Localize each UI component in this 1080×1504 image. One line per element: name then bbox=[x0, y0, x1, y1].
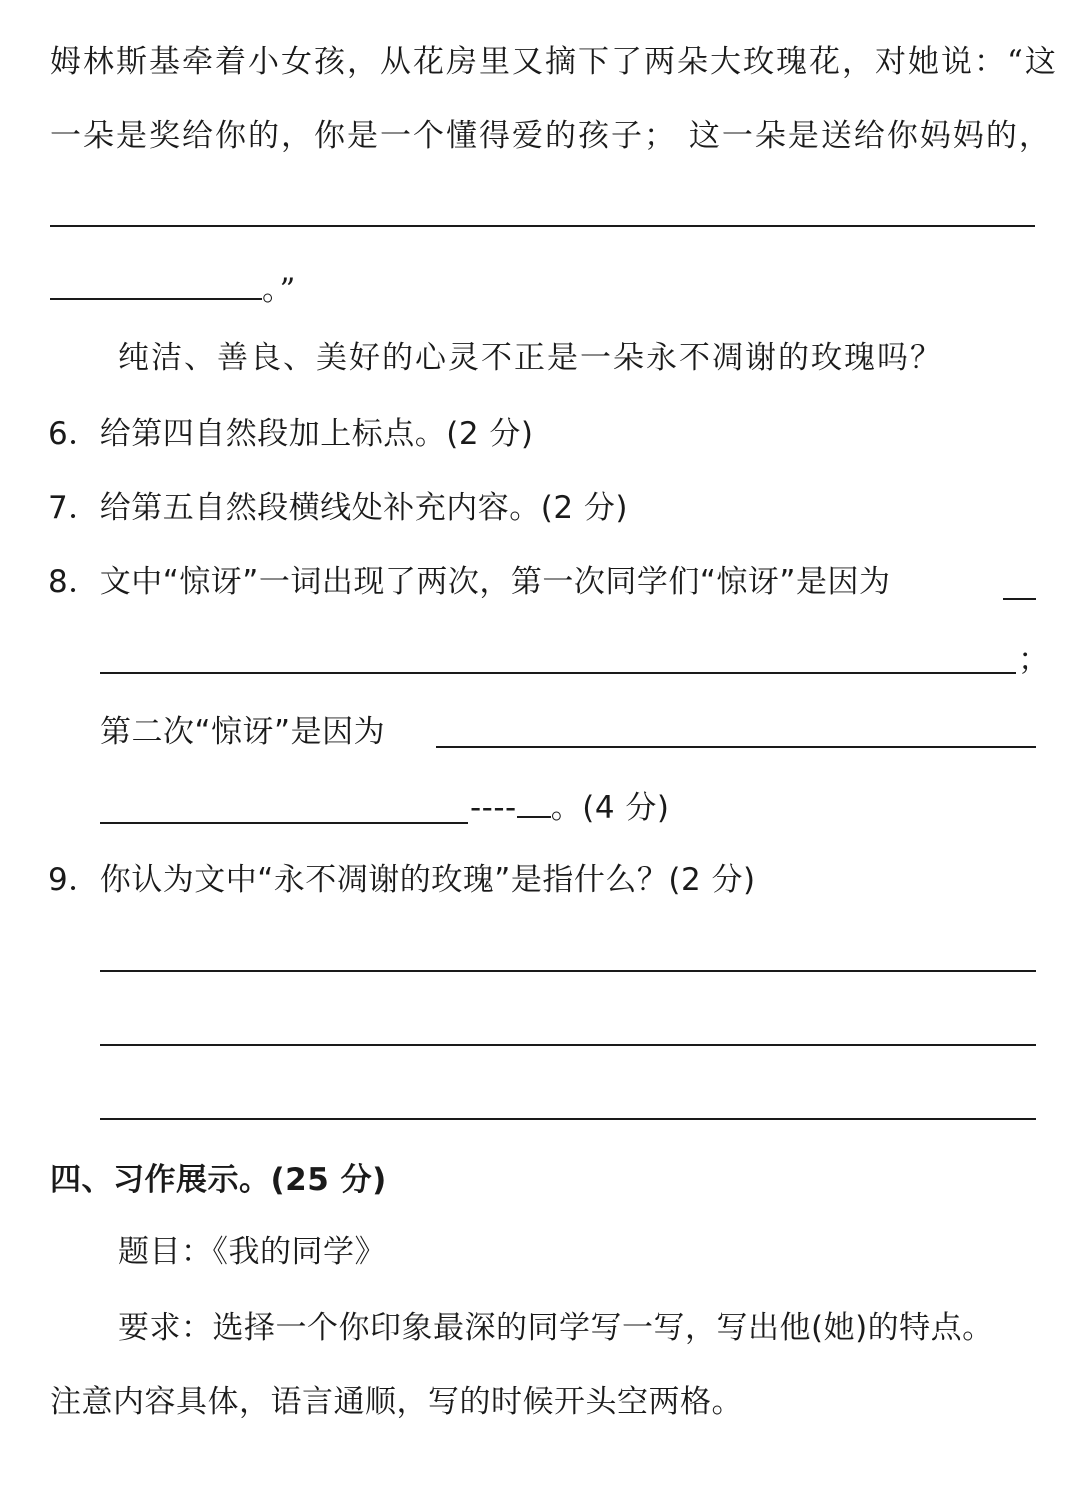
passage-line-2: 一朵是奖给你的，你是一个懂得爱的孩子； 这一朵是送给你妈妈的， bbox=[50, 118, 1052, 154]
question-text: 文中“惊讶”一词出现了两次，第一次同学们“惊讶”是因为 bbox=[99, 564, 891, 600]
q8-second-reason-label: 第二次“惊讶”是因为 bbox=[100, 714, 386, 750]
question-8 bbox=[48, 562, 890, 602]
question-7 bbox=[48, 488, 628, 528]
q8-tail bbox=[470, 786, 670, 828]
question-text: 给第四自然段加上标点。(2 分) bbox=[99, 416, 534, 452]
answer-blank[interactable] bbox=[50, 268, 262, 300]
question-number: 6． bbox=[48, 416, 100, 452]
question-number: 8． bbox=[48, 564, 100, 600]
q8-points: 。(4 分) bbox=[550, 790, 670, 826]
answer-blank[interactable] bbox=[100, 1044, 1036, 1046]
q8-semicolon: ； bbox=[1018, 642, 1050, 678]
q8-dashes: ---- bbox=[470, 790, 517, 826]
question-9 bbox=[48, 860, 756, 900]
question-6 bbox=[48, 414, 534, 454]
answer-blank[interactable] bbox=[517, 786, 551, 818]
answer-blank[interactable] bbox=[436, 746, 1036, 748]
question-text: 给第五自然段横线处补充内容。(2 分) bbox=[99, 490, 628, 526]
closing-quote: 。” bbox=[262, 272, 298, 308]
composition-requirement-line-2: 注意内容具体，语言通顺，写的时候开头空两格。 bbox=[50, 1384, 743, 1420]
question-number: 7． bbox=[48, 490, 100, 526]
answer-blank[interactable] bbox=[100, 1118, 1036, 1120]
question-text: 你认为文中“永不凋谢的玫瑰”是指什么？(2 分) bbox=[99, 862, 756, 898]
answer-blank[interactable] bbox=[1003, 598, 1036, 600]
composition-requirement-line-1: 要求：选择一个你印象最深的同学写一写，写出他(她)的特点。 bbox=[118, 1310, 994, 1346]
answer-blank[interactable] bbox=[100, 970, 1036, 972]
composition-topic: 题目：《我的同学》 bbox=[118, 1234, 386, 1270]
answer-blank[interactable] bbox=[50, 225, 1035, 227]
passage-line-1: 姆林斯基牵着小女孩，从花房里又摘下了两朵大玫瑰花，对她说：“这 bbox=[50, 44, 1058, 80]
answer-blank[interactable] bbox=[100, 672, 1016, 674]
question-number: 9． bbox=[48, 862, 100, 898]
passage-line-4 bbox=[50, 268, 297, 310]
answer-blank[interactable] bbox=[100, 822, 468, 824]
passage-line-5: 纯洁、善良、美好的心灵不正是一朵永不凋谢的玫瑰吗？ bbox=[118, 340, 943, 376]
section-heading: 四、习作展示。(25 分) bbox=[50, 1162, 387, 1198]
